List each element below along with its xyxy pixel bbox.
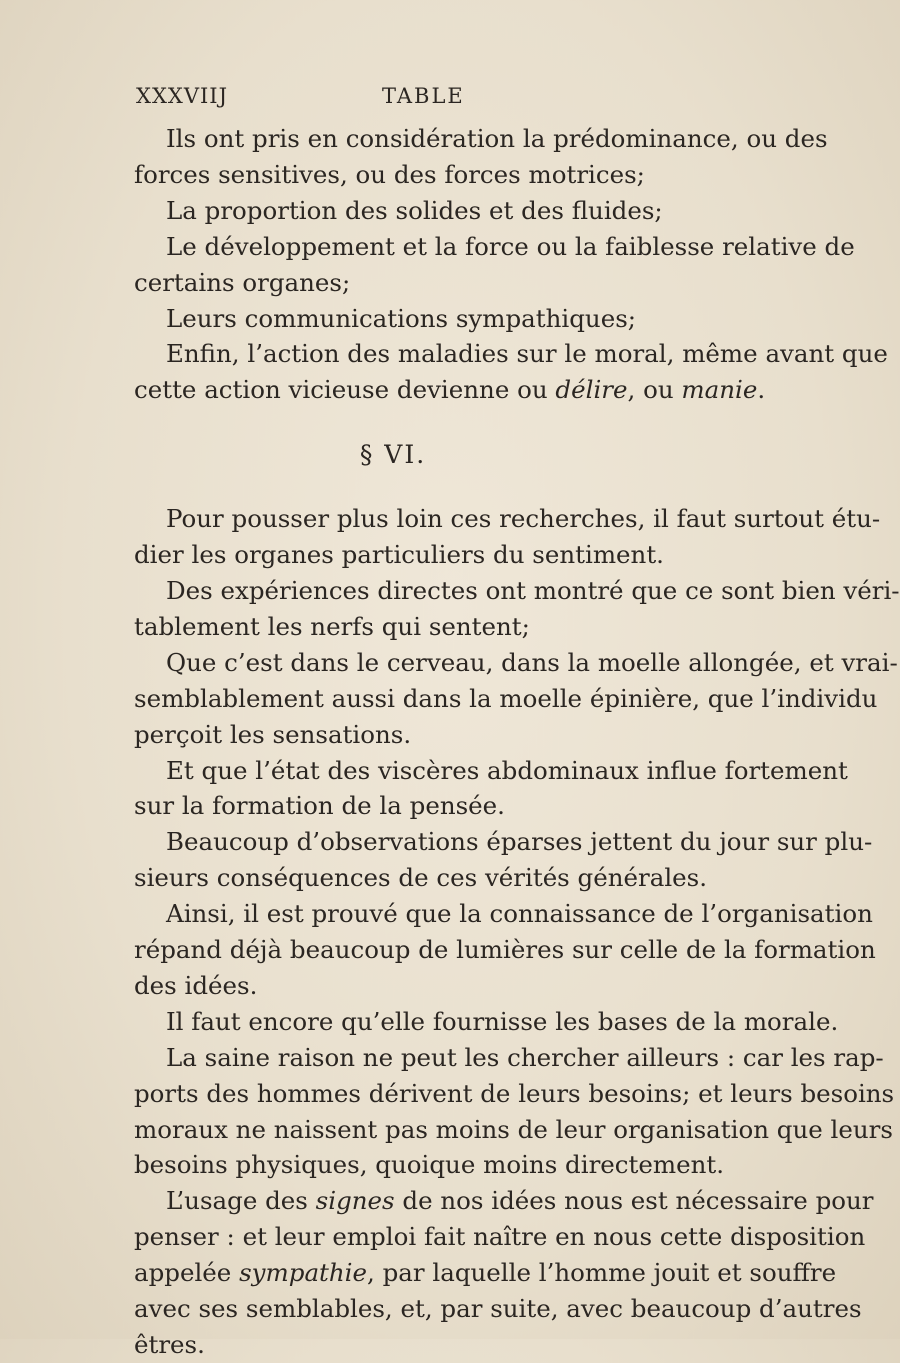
text-run: de nos idées nous est nécessaire pour bbox=[394, 1186, 874, 1216]
text-line bbox=[134, 372, 766, 408]
text-line: des idées. bbox=[134, 970, 258, 1000]
text-line: Il faut encore qu’elle fournisse les bases de la morale. bbox=[166, 1006, 839, 1036]
text-line: dier les organes particuliers du sentiment. bbox=[134, 540, 664, 570]
text-line bbox=[134, 1183, 874, 1219]
text-line: Pour pousser plus loin ces recherches, il faut surtout étu- bbox=[166, 504, 881, 534]
text-line: Beaucoup d’observations éparses jettent du jour sur plu- bbox=[166, 827, 873, 857]
italic-term: manie bbox=[681, 375, 758, 405]
text-line: Ils ont pris en considération la prédominance, ou des bbox=[166, 124, 828, 153]
text-line: Que c’est dans le cerveau, dans la moelle allongée, et vrai- bbox=[166, 647, 898, 677]
text-line: répand déjà beaucoup de lumières sur celle de la formation bbox=[134, 935, 876, 965]
text-line: êtres. bbox=[134, 1330, 205, 1359]
text-line: semblablement aussi dans la moelle épinière, que l’individu bbox=[134, 683, 878, 713]
section-heading: § VI. bbox=[359, 440, 427, 470]
running-head bbox=[136, 84, 696, 120]
text-line: La saine raison ne peut les chercher ailleurs : car les rap- bbox=[166, 1042, 884, 1072]
text-line: sur la formation de la pensée. bbox=[134, 791, 505, 821]
italic-term: signes bbox=[315, 1186, 395, 1216]
text-line: Et que l’état des viscères abdominaux influe fortement bbox=[166, 755, 848, 785]
text-run: appelée bbox=[134, 1258, 240, 1288]
text-line: ports des hommes dérivent de leurs besoins; et leurs besoins bbox=[134, 1078, 895, 1108]
text-run: cette action vicieuse devienne ou bbox=[134, 375, 556, 405]
text-run: , par laquelle l’homme jouit et souffre bbox=[367, 1258, 837, 1288]
text-line: tablement les nerfs qui sentent; bbox=[134, 611, 530, 641]
text-line: Des expériences directes ont montré que ce sont bien véri- bbox=[166, 575, 900, 605]
running-title: TABLE bbox=[382, 84, 465, 108]
text-line: forces sensitives, ou des forces motrices; bbox=[134, 159, 645, 189]
text-line bbox=[134, 1255, 837, 1291]
text-line: Leurs communications sympathiques; bbox=[166, 303, 637, 333]
text-line: Ainsi, il est prouvé que la connaissance de l’organisation bbox=[166, 899, 873, 929]
text-line: moraux ne naissent pas moins de leur organisation que leurs bbox=[134, 1114, 893, 1144]
page-number: XXXVIIJ bbox=[136, 84, 229, 108]
text-line: sieurs conséquences de ces vérités générales. bbox=[134, 863, 708, 893]
body-text bbox=[134, 121, 900, 1363]
text-line: besoins physiques, quoique moins directement. bbox=[134, 1150, 724, 1180]
text-line: Le développement et la force ou la faiblesse relative de bbox=[166, 231, 855, 261]
text-run: , ou bbox=[627, 375, 682, 405]
text-line: perçoit les sensations. bbox=[134, 719, 412, 749]
text-line: certains organes; bbox=[134, 267, 351, 297]
text-line: penser : et leur emploi fait naître en nous cette disposition bbox=[134, 1222, 866, 1252]
italic-term: sympathie bbox=[239, 1258, 368, 1288]
italic-term: délire bbox=[555, 375, 628, 405]
text-line: La proportion des solides et des fluides; bbox=[166, 195, 663, 225]
text-line: Enfin, l’action des maladies sur le moral, même avant que bbox=[166, 339, 888, 369]
text-line: avec ses semblables, et, par suite, avec beaucoup d’autres bbox=[134, 1294, 862, 1324]
text-run: . bbox=[757, 375, 766, 405]
text-run: L’usage des bbox=[166, 1186, 316, 1216]
